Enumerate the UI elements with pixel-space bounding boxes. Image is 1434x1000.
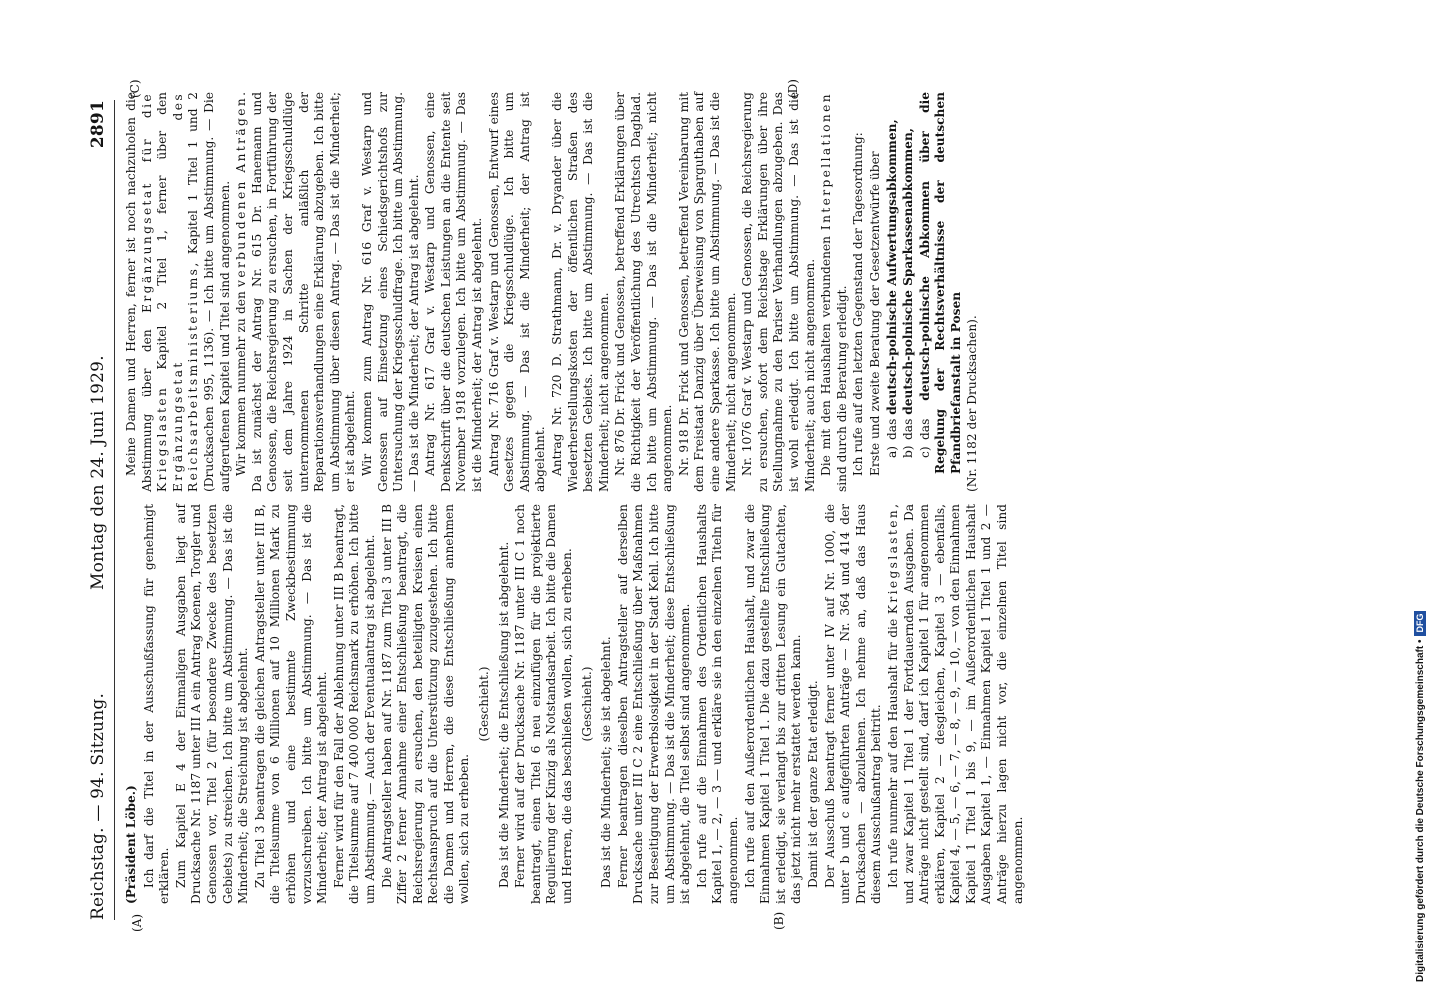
dfg-credit [1412, 8, 1430, 992]
text-run: das [901, 418, 916, 440]
paragraph: Antrag Nr. 716 Graf v. Westarp und Genossen, Entwurf eines Gesetzes gegen die Kriegsschuldlüge. Ich bitte um Abstimmung. — Das ist die Minderheit; der Antrag ist abgelehnt. [486, 92, 548, 492]
header-date: Montag den 24. Juni 1929. [88, 355, 108, 590]
paragraph: Zu Titel 3 beantragen die gleichen Antragsteller unter III B, die Titelsumme von 6 Millionen auf 10 Millionen Mark zu erhöhen und eine bestimmte Zweckbestimmung vorzuschreiben. Ich bitte um Abstimmung. — Das ist die Minderheit; der Antrag ist abgelehnt. [252, 504, 330, 904]
text-run: das [917, 418, 932, 440]
bill-title: deutsch-polnische Abkommen über die Regelung der Rechtsverhältnisse der deutschen Pfandbriefanstalt in Posen [917, 92, 963, 474]
text-run: sind durch die Beratung erledigt. [834, 285, 849, 492]
paragraph: Erste und zweite Beratung der Gesetzentwürfe über [867, 151, 882, 476]
paragraph: Nr. 876 Dr. Frick und Genossen, betreffend Erklärungen über die Richtigkeit der Veröffentlichung des Utrechtsch Dagblad. Ich bitte um Abstimmung. — Das ist die Minderheit; nicht angenommen. [613, 92, 675, 492]
left-column [124, 504, 1330, 904]
dfg-logo: DFG [1414, 611, 1426, 636]
header-session: Reichstag. — 94. Sitzung. [88, 692, 108, 920]
paragraph: Ich rufe auf die Einnahmen des Ordentlichen Haushalts Kapitel 1, — 2, — 3 — und erkläre sie in den einzelnen Titeln für angenommen. [694, 504, 740, 904]
paragraph: Ferner beantragen dieselben Antragsteller auf derselben Drucksache unter III C 2 eine Entschließung über Maßnahmen zur Beseitigung der Erwerbslosigkeit in der Stadt Kehl. Ich bitte um Abstimmung. — Das ist die Minderheit; diese Entschließung ist abgelehnt, die Titel selbst sind angenommen. [615, 504, 693, 904]
text-run: Ich rufe nunmehr auf den Haushalt für die [885, 618, 900, 888]
speaker-label: (Präsident Löbe.) [124, 785, 138, 904]
text-run: Meine Damen und Herren, ferner ist noch nachzuholen die Abstimmung über den [124, 92, 154, 492]
paragraph: Das ist die Minderheit; die Entschließung ist abgelehnt. [496, 541, 511, 888]
item-letter: a) [884, 445, 899, 458]
paragraph: Wir kommen zum Antrag Nr. 616 Graf v. Westarp und Genossen auf Einsetzung eines Schiedsgerichtshofs zur Untersuchung der Kriegsschuldfrage. Ich bitte um Abstimmung. — Das ist die Minderheit; der Antrag ist abgelehnt. [359, 92, 421, 492]
spaced-text: Interpellationen [819, 92, 834, 231]
margin-marker-b: (B) [772, 911, 786, 930]
bill-title: deutsch-polnische Aufwertungsabkommen, [884, 119, 899, 415]
margin-marker-c: (C) [128, 79, 142, 98]
paragraph: Zum Kapitel E 4 der Einmaligen Ausgaben liegt auf Drucksache Nr. 1187 unter III A ein Antrag Koenen, Torgler und Genossen vor, Titel 2 (für besondere Zwecke des besetzten Gebiets) zu streichen. Ich bitte um Abstimmung. — Das ist die Minderheit; die Streichung ist abgelehnt. [173, 504, 251, 904]
page-header [88, 100, 114, 920]
text-run: , und zwar Kapitel 1 Titel 1 der Fortdauernden Ausgaben. Da Anträge nicht gestellt sind, darf ich Kapitel 1 für angenommen erklären, Kapitel 2 — desgleichen, Kapitel 3 — ebenfalls, Kapitel 4, — 5, — 6, — 7, — 8, — 9, — 10, — von den Einnahmen Kapitel 1 Titel 1 bis 9, — im Außerordentlichen Haushalt Ausgaben Kapitel 1, — Einnahmen Kapitel 1 Titel 1 und 2 — Anträge hierzu lagen nicht vor, die einzelnen Titel sind angenommen. [885, 504, 1025, 904]
dfg-sidebar [1412, 8, 1430, 992]
paragraph: Damit ist der ganze Etat erledigt. [805, 680, 820, 888]
paragraph [819, 92, 850, 492]
paragraph: Nr. 1076 Graf v. Westarp und Genossen, die Reichsregierung zu ersuchen, sofort dem Reichstage Erklärungen über ihre Stellungnahme zu den Pariser Verhandlungen abzugeben. Das ist wohl erledigt. Ich bitte um Abstimmung. — Das ist die Minderheit; auch nicht angenommen. [740, 92, 817, 492]
text-run: Kapitel 2 Titel 1, ferner über den [155, 91, 170, 370]
scanned-page [80, 79, 1340, 940]
item-letter: c) [917, 446, 932, 458]
paragraph: Das ist die Minderheit; sie ist abgelehnt. [599, 636, 614, 888]
stage-direction: (Geschieht.) [579, 666, 594, 742]
paragraph [124, 92, 233, 492]
text-run: Die mit den Haushalten verbundenen [819, 236, 834, 476]
paragraph: Ferner wird für den Fall der Ablehnung unter III B beantragt, die Titelsumme auf 7 400 000 Reichsmark zu erhöhen. Ich bitte um Abstimmung. — Auch der Eventualantrag ist abgelehnt. [331, 504, 377, 904]
header-rule [114, 100, 115, 920]
stage-direction: (Geschieht.) [477, 666, 492, 742]
text-run: , Kapitel 1 Titel 1 und 2 (Drucksachen 995, 1136). — Ich bitte um Abstimmung. — Die aufgerufenen Kapitel und Titel sind angenommen. [186, 92, 232, 492]
paragraph [234, 92, 359, 492]
paragraph: Ich darf die Titel in der Ausschußfassung für genehmigt erklären. [141, 504, 172, 904]
dfg-credit-text: Digitalisierung gefördert durch die Deutsche Forschungsgemeinschaft • [1415, 639, 1426, 982]
paragraph: Nr. 918 Dr. Frick und Genossen, betreffend Vereinbarung mit dem Freistaat Danzig über Überweisung von Sparguthaben auf eine andere Sparkasse. Ich bitte um Abstimmung. — Das ist die Minderheit; nicht angenommen. [676, 92, 738, 492]
list-item [901, 92, 917, 492]
paragraph: Die Antragsteller haben auf Nr. 1187 zum Titel 3 unter III B Ziffer 2 ferner Annahme einer Entschließung beantragt, die Reichsregierung zu ersuchen, den beteiligten Kreisen einen Rechtsanspruch auf die Unterstützung zuzugestehen. Ich bitte die Damen und Herren, die diese Entschließung annehmen wollen, sich zu erheben. [379, 504, 472, 904]
text-run: . Da ist zunächst der Antrag Nr. 615 Dr. Hanemann und Genossen, die Reichsregierung zu ersuchen, in Fortführung der seit dem Jahre 1924 in Sachen der Kriegsschuldlüge unternommenen Schritte anläßlich der Reparationsverhandlungen eine Erklärung abzugeben. Ich bitte um Abstimmung über diesen Antrag. — Das ist die Minderheit; er ist abgelehnt. [234, 92, 358, 492]
spaced-text: Ergänzungsetat des Reichsarbeitsministeriums [170, 92, 201, 492]
paragraph: Der Ausschuß beantragt ferner unter IV auf Nr. 1000, die unter b und c aufgeführten Anträge — Nr. 364 und 414 der Drucksachen — abzulehnen. Ich nehme an, daß das Haus diesem Ausschußantrag beitritt. [822, 504, 884, 904]
text-run: das [884, 418, 899, 440]
paragraph: Ich rufe auf den Außerordentlichen Haushalt, und zwar die Einnahmen Kapitel 1 Titel 1. Die dazu gestellte Entschließung ist erledigt, sie verlangt bis zur dritten Lesung ein Gutachten, das jetzt nicht mehr erstattet werden kann. [742, 504, 804, 904]
paragraph: Antrag Nr. 720 D. Strathmann, Dr. v. Dryander über die Wiederherstellungskosten der öffentlichen Straßen des besetzten Gebiets. Ich bitte um Abstimmung. — Das ist die Minderheit; nicht angenommen. [550, 92, 611, 492]
list-item [885, 92, 901, 492]
bill-title: deutsch-polnische Sparkassenabkommen, [901, 127, 916, 415]
spaced-text: Ergänzungsetat für die Kriegslasten [139, 92, 170, 492]
text-run: Wir kommen nunmehr zu den [234, 291, 249, 476]
spaced-text: verbundenen Anträgen [234, 95, 249, 287]
page-number: 2891 [88, 100, 108, 149]
paragraph: Antrag Nr. 617 Graf v. Westarp und Genossen, eine Denkschrift über die deutschen Leistungen an die Entente seit November 1918 vorzulegen. Ich bitte um Abstimmung. — Das ist die Minderheit; der Antrag ist abgelehnt. [423, 92, 485, 492]
paragraph [886, 504, 1026, 904]
right-column [124, 92, 1330, 492]
paragraph: Ich rufe auf den letzten Gegenstand der Tagesordnung: [851, 132, 866, 476]
margin-marker-d: (D) [786, 79, 800, 98]
spaced-text: Kriegslasten [885, 507, 900, 615]
paragraph: Ferner wird auf der Drucksache Nr. 1187 unter III C 1 noch beantragt, einen Titel 6 neu einzufügen für die projektierte Regulierung der Kinzig als Notstandsarbeit. Ich bitte die Damen und Herren, die das beschließen wollen, sich zu erheben. [513, 504, 575, 904]
paragraph: (Nr. 1182 der Drucksachen). [965, 315, 980, 492]
item-letter: b) [901, 445, 916, 458]
margin-marker-a: (A) [130, 913, 144, 932]
list-item [918, 92, 965, 492]
